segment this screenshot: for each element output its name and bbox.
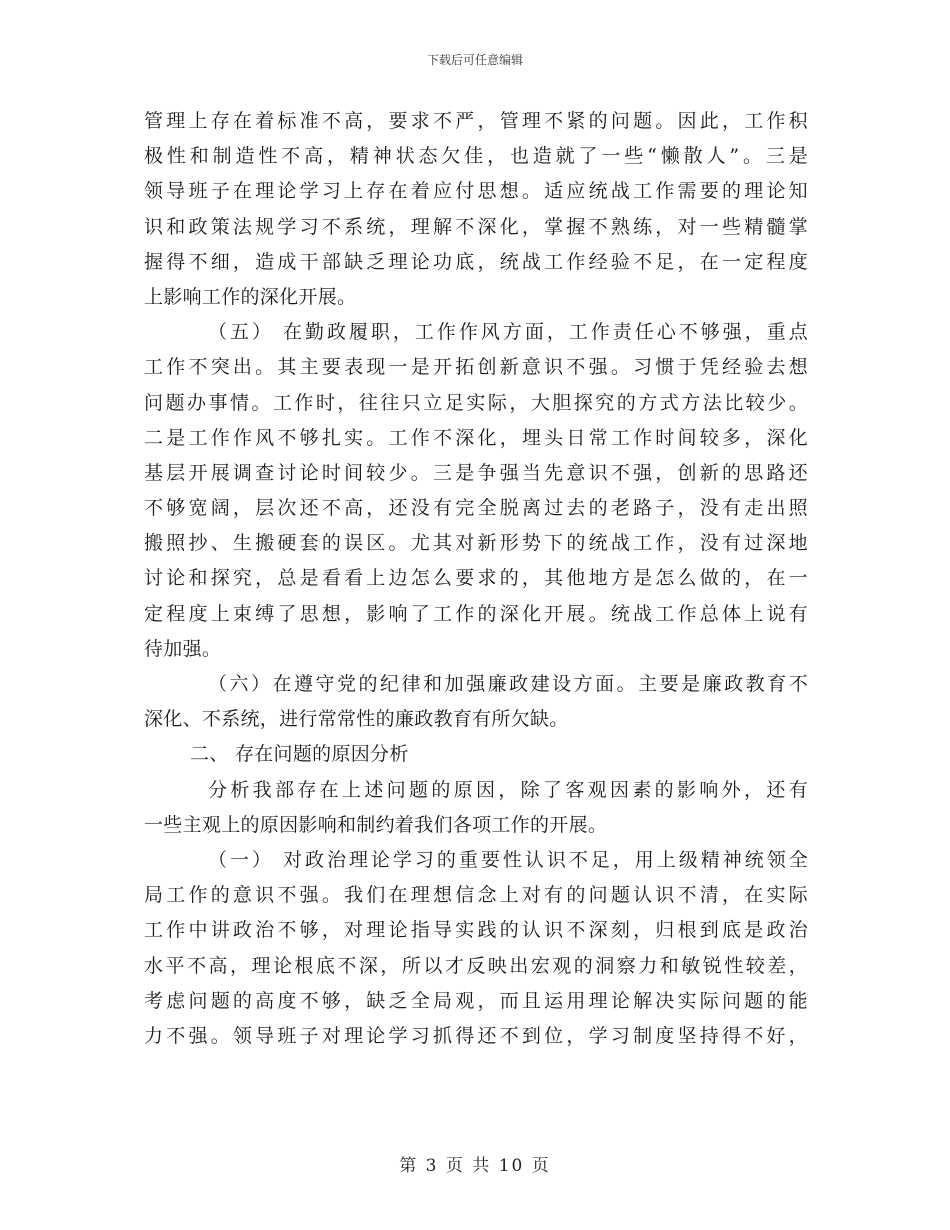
text-line: 分析我部存在上述问题的原因，除了客观因素的影响外，还有 xyxy=(208,778,808,801)
section-heading: 二、 存在问题的原因分析 xyxy=(190,743,409,766)
text-line: 搬照抄、生搬硬套的误区。尤其对新形势下的统战工作，没有过深地 xyxy=(144,532,808,555)
page-footer xyxy=(0,1155,950,1177)
text-line: 上影响工作的深化开展。 xyxy=(144,285,357,308)
text-line: 不够宽阔，层次还不高，还没有完全脱离过去的老路子，没有走出照 xyxy=(144,497,808,520)
text-line: 基层开展调查讨论时间较少。三是争强当先意识不强，创新的思路还 xyxy=(144,461,808,484)
text-line: 一些主观上的原因影响和制约着我们各项工作的开展。 xyxy=(144,813,608,836)
text-line: 极性和制造性不高，精神状态欠佳，也造就了一些“懒散人”。三是 xyxy=(144,145,808,168)
text-line: 领导班子在理论学习上存在着应付思想。适应统战工作需要的理论知 xyxy=(144,180,808,203)
text-line: 力不强。领导班子对理论学习抓得还不到位，学习制度坚持得不好， xyxy=(144,1024,808,1047)
text-line: 水平不高，理论根底不深，所以才反映出宏观的洞察力和敏锐性较差， xyxy=(144,954,808,977)
text-line: （六）在遵守党的纪律和加强廉政建设方面。主要是廉政教育不 xyxy=(208,673,808,695)
text-line: 工作中讲政治不够，对理论指导实践的认识不深刻，归根到底是政治 xyxy=(144,919,808,942)
text-line: 待加强。 xyxy=(144,637,222,660)
text-line: 管理上存在着标准不高，要求不严，管理不紧的问题。因此，工作积 xyxy=(144,110,808,132)
text-line: （五） 在勤政履职，工作作风方面，工作责任心不够强，重点 xyxy=(208,321,808,344)
page-header xyxy=(0,52,950,68)
header-note: 下载后可任意编辑 xyxy=(426,53,523,67)
text-line: 局工作的意识不强。我们在理想信念上对有的问题认识不清，在实际 xyxy=(144,884,808,907)
text-line: 二是工作作风不够扎实。工作不深化，埋头日常工作时间较多，深化 xyxy=(144,426,808,449)
text-line: 考虑问题的高度不够，缺乏全局观，而且运用理论解决实际问题的能 xyxy=(144,989,808,1012)
text-line: 识和政策法规学习不系统，理解不深化，掌握不熟练，对一些精髓掌 xyxy=(144,215,808,238)
document-body xyxy=(144,104,808,1054)
text-line: 工作不突出。其主要表现一是开拓创新意识不强。习惯于凭经验去想 xyxy=(144,356,808,379)
text-line: 问题办事情。工作时，往往只立足实际，大胆探究的方式方法比较少。 xyxy=(144,391,808,414)
page-number: 第 3 页 共 10 页 xyxy=(399,1156,551,1176)
text-line: 定程度上束缚了思想，影响了工作的深化开展。统战工作总体上说有 xyxy=(144,602,808,625)
text-line: 讨论和探究，总是看看上边怎么要求的，其他地方是怎么做的，在一 xyxy=(144,567,808,590)
text-line: （一） 对政治理论学习的重要性认识不足，用上级精神统领全 xyxy=(208,848,808,871)
text-line: 握得不细，造成干部缺乏理论功底，统战工作经验不足，在一定程度 xyxy=(144,250,808,273)
text-line: 深化、不系统，进行常常性的廉政教育有所欠缺。 xyxy=(144,708,569,731)
